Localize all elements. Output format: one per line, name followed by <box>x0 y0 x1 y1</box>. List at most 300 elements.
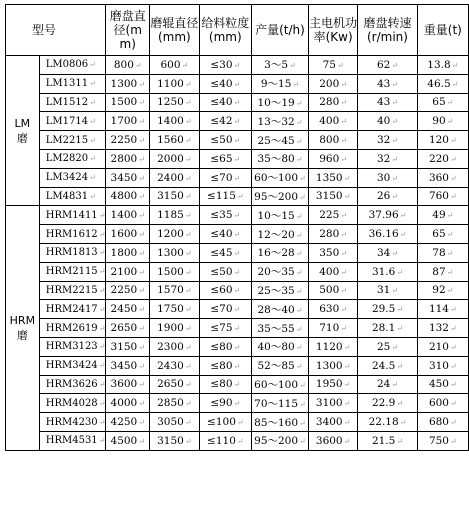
return-mark-icon: ↵ <box>343 380 351 390</box>
return-mark-icon: ↵ <box>449 418 457 428</box>
return-mark-icon: ↵ <box>138 286 145 296</box>
cell-disc-diameter <box>106 319 150 338</box>
cell-model <box>39 431 106 450</box>
cell-weight <box>417 262 468 281</box>
cell-value: ≤42 <box>210 115 233 128</box>
return-mark-icon: ↵ <box>184 361 192 371</box>
return-mark-icon: ↵ <box>340 79 347 89</box>
return-mark-icon: ↵ <box>396 305 404 315</box>
cell-value: HRM3123 <box>45 341 98 353</box>
return-mark-icon: ↵ <box>184 136 192 146</box>
return-mark-icon: ↵ <box>340 267 347 277</box>
cell-feed-size <box>199 149 251 168</box>
cell-value: ≤80 <box>210 359 233 372</box>
cell-weight <box>417 413 468 432</box>
header-weight: 重量(t) <box>417 5 468 56</box>
cell-weight <box>417 187 468 206</box>
cell-value: ≤110 <box>207 434 236 447</box>
return-mark-icon: ↵ <box>340 154 347 164</box>
cell-value: 32 <box>376 134 391 147</box>
cell-feed-size <box>199 243 251 262</box>
cell-value: 1350 <box>315 171 343 184</box>
return-mark-icon: ↵ <box>138 211 145 221</box>
cell-disc-speed <box>358 356 417 375</box>
cell-weight <box>417 281 468 300</box>
cell-disc-speed <box>358 394 417 413</box>
cell-output <box>252 131 309 150</box>
cell-disc-speed <box>358 149 417 168</box>
group-label-line2: 磨 <box>16 131 28 145</box>
table-row <box>6 206 469 225</box>
header-model: 型号 <box>6 5 106 56</box>
cell-disc-speed <box>358 187 417 206</box>
return-mark-icon: ↵ <box>446 267 454 277</box>
cell-output <box>252 337 309 356</box>
return-mark-icon: ↵ <box>449 436 457 446</box>
cell-value: 60～100 <box>254 172 299 185</box>
return-mark-icon: ↵ <box>184 173 192 183</box>
cell-roller-diameter <box>150 56 199 75</box>
cell-value: 34 <box>376 246 391 259</box>
cell-value: 1400 <box>157 115 184 128</box>
cell-roller-diameter <box>150 131 199 150</box>
cell-roller-diameter <box>150 319 199 338</box>
return-mark-icon: ↵ <box>343 173 351 183</box>
cell-motor-power <box>308 394 357 413</box>
return-mark-icon: ↵ <box>451 60 459 70</box>
cell-output <box>252 74 309 93</box>
cell-roller-diameter <box>150 375 199 394</box>
return-mark-icon: ↵ <box>399 230 407 240</box>
return-mark-icon: ↵ <box>184 436 192 446</box>
cell-model <box>39 168 106 187</box>
cell-value: 1500 <box>157 265 184 278</box>
cell-value: HRM2619 <box>45 322 98 334</box>
cell-value: 24 <box>376 378 391 391</box>
return-mark-icon: ↵ <box>340 136 347 146</box>
return-mark-icon: ↵ <box>89 97 96 107</box>
return-mark-icon: ↵ <box>391 60 399 70</box>
cell-value: ≤70 <box>210 303 233 316</box>
cell-roller-diameter <box>150 300 199 319</box>
cell-feed-size <box>199 56 251 75</box>
cell-disc-diameter <box>106 168 150 187</box>
cell-value: 31 <box>376 284 391 297</box>
group-label-line1: HRM <box>9 314 36 328</box>
cell-value: 132 <box>428 322 449 335</box>
cell-disc-diameter <box>106 281 150 300</box>
return-mark-icon: ↵ <box>98 248 106 258</box>
table-row <box>6 337 469 356</box>
cell-value: 1300 <box>157 246 184 259</box>
cell-feed-size <box>199 337 251 356</box>
cell-value: LM1512 <box>45 96 89 108</box>
cell-value: HRM2115 <box>45 266 98 278</box>
cell-value: ≤60 <box>210 284 233 297</box>
return-mark-icon: ↵ <box>233 342 241 352</box>
cell-motor-power <box>308 243 357 262</box>
cell-value: 43 <box>376 96 391 109</box>
return-mark-icon: ↵ <box>233 211 241 221</box>
cell-value: HRM2215 <box>45 284 98 296</box>
return-mark-icon: ↵ <box>138 192 145 202</box>
return-mark-icon: ↵ <box>233 267 241 277</box>
cell-value: 65 <box>432 228 446 241</box>
cell-value: 710 <box>319 322 340 335</box>
cell-weight <box>417 431 468 450</box>
cell-value: 32 <box>376 152 391 165</box>
cell-output <box>252 168 309 187</box>
return-mark-icon: ↵ <box>396 361 404 371</box>
return-mark-icon: ↵ <box>295 136 303 146</box>
cell-output <box>252 281 309 300</box>
return-mark-icon: ↵ <box>138 342 145 352</box>
cell-value: 3150 <box>315 190 343 203</box>
return-mark-icon: ↵ <box>299 192 306 202</box>
return-mark-icon: ↵ <box>391 154 399 164</box>
cell-disc-speed <box>358 93 417 112</box>
return-mark-icon: ↵ <box>98 323 106 333</box>
cell-value: 40～80 <box>257 341 295 354</box>
cell-weight <box>417 225 468 244</box>
cell-model <box>39 112 106 131</box>
cell-value: 1560 <box>157 134 184 147</box>
return-mark-icon: ↵ <box>184 79 192 89</box>
cell-motor-power <box>308 431 357 450</box>
return-mark-icon: ↵ <box>134 60 142 70</box>
return-mark-icon: ↵ <box>184 305 192 315</box>
return-mark-icon: ↵ <box>98 436 106 446</box>
return-mark-icon: ↵ <box>446 98 454 108</box>
cell-value: HRM4230 <box>45 416 98 428</box>
table-row <box>6 375 469 394</box>
cell-value: 52～85 <box>257 360 295 373</box>
cell-value: 1750 <box>157 303 184 316</box>
cell-roller-diameter <box>150 93 199 112</box>
cell-feed-size <box>199 356 251 375</box>
return-mark-icon: ↵ <box>399 418 407 428</box>
cell-feed-size <box>199 300 251 319</box>
cell-value: 1250 <box>157 96 184 109</box>
cell-value: 85～160 <box>254 416 299 429</box>
return-mark-icon: ↵ <box>343 399 351 409</box>
cell-weight <box>417 243 468 262</box>
return-mark-icon: ↵ <box>449 342 457 352</box>
cell-feed-size <box>199 131 251 150</box>
cell-value: 3100 <box>315 397 343 410</box>
return-mark-icon: ↵ <box>233 399 241 409</box>
return-mark-icon: ↵ <box>98 379 106 389</box>
return-mark-icon: ↵ <box>391 248 399 258</box>
cell-value: LM3424 <box>45 172 89 184</box>
return-mark-icon: ↵ <box>449 361 457 371</box>
cell-value: ≤75 <box>210 322 233 335</box>
cell-roller-diameter <box>150 431 199 450</box>
cell-disc-speed <box>358 262 417 281</box>
return-mark-icon: ↵ <box>299 437 306 447</box>
cell-value: 4000 <box>110 397 138 410</box>
table-row <box>6 281 469 300</box>
cell-motor-power <box>308 300 357 319</box>
cell-disc-speed <box>358 112 417 131</box>
return-mark-icon: ↵ <box>449 173 457 183</box>
group-label-line1: LM <box>14 116 31 130</box>
return-mark-icon: ↵ <box>391 136 399 146</box>
cell-value: 225 <box>319 209 340 222</box>
cell-motor-power <box>308 225 357 244</box>
cell-output <box>252 394 309 413</box>
return-mark-icon: ↵ <box>446 248 454 258</box>
cell-roller-diameter <box>150 394 199 413</box>
cell-value: 2300 <box>157 340 184 353</box>
cell-weight <box>417 149 468 168</box>
cell-value: LM1714 <box>45 115 89 127</box>
cell-value: ≤70 <box>210 171 233 184</box>
cell-weight <box>417 337 468 356</box>
return-mark-icon: ↵ <box>138 117 145 127</box>
return-mark-icon: ↵ <box>184 418 192 428</box>
cell-model <box>39 281 106 300</box>
cell-value: 2650 <box>110 322 138 335</box>
return-mark-icon: ↵ <box>399 211 407 221</box>
cell-disc-diameter <box>106 131 150 150</box>
cell-motor-power <box>308 131 357 150</box>
cell-value: 4500 <box>110 434 138 447</box>
cell-value: 95～200 <box>254 190 299 203</box>
cell-value: 760 <box>428 190 449 203</box>
cell-feed-size <box>199 93 251 112</box>
return-mark-icon: ↵ <box>138 79 145 89</box>
cell-value: 4250 <box>110 416 138 429</box>
return-mark-icon: ↵ <box>236 418 244 428</box>
cell-value: 1900 <box>157 322 184 335</box>
return-mark-icon: ↵ <box>181 60 189 70</box>
cell-roller-diameter <box>150 74 199 93</box>
cell-value: 3400 <box>315 416 343 429</box>
return-mark-icon: ↵ <box>138 154 145 164</box>
cell-value: 210 <box>428 340 449 353</box>
table-row <box>6 262 469 281</box>
return-mark-icon: ↵ <box>449 380 457 390</box>
return-mark-icon: ↵ <box>391 192 399 202</box>
return-mark-icon: ↵ <box>295 230 303 240</box>
return-mark-icon: ↵ <box>98 229 106 239</box>
cell-motor-power <box>308 93 357 112</box>
return-mark-icon: ↵ <box>233 98 241 108</box>
spec-table-body <box>6 56 469 451</box>
cell-motor-power <box>308 56 357 75</box>
cell-value: 220 <box>428 152 449 165</box>
cell-roller-diameter <box>150 281 199 300</box>
cell-roller-diameter <box>150 187 199 206</box>
header-row <box>6 5 469 56</box>
cell-feed-size <box>199 375 251 394</box>
cell-value: 360 <box>428 171 449 184</box>
return-mark-icon: ↵ <box>98 342 106 352</box>
cell-value: 2850 <box>157 397 184 410</box>
cell-weight <box>417 131 468 150</box>
cell-disc-speed <box>358 243 417 262</box>
cell-model <box>39 56 106 75</box>
return-mark-icon: ↵ <box>449 305 457 315</box>
cell-weight <box>417 300 468 319</box>
return-mark-icon: ↵ <box>184 230 192 240</box>
cell-output <box>252 300 309 319</box>
return-mark-icon: ↵ <box>396 267 404 277</box>
return-mark-icon: ↵ <box>233 60 241 70</box>
cell-motor-power <box>308 187 357 206</box>
cell-disc-diameter <box>106 93 150 112</box>
return-mark-icon: ↵ <box>446 117 454 127</box>
return-mark-icon: ↵ <box>299 380 306 390</box>
cell-value: 1570 <box>157 284 184 297</box>
cell-value: 2430 <box>157 359 184 372</box>
return-mark-icon: ↵ <box>98 361 106 371</box>
cell-disc-speed <box>358 206 417 225</box>
cell-value: 95～200 <box>254 435 299 448</box>
cell-value: 43 <box>376 77 391 90</box>
return-mark-icon: ↵ <box>391 380 399 390</box>
return-mark-icon: ↵ <box>343 342 351 352</box>
return-mark-icon: ↵ <box>233 361 241 371</box>
cell-motor-power <box>308 375 357 394</box>
cell-disc-diameter <box>106 56 150 75</box>
group-label <box>6 56 40 206</box>
return-mark-icon: ↵ <box>138 267 145 277</box>
table-row <box>6 356 469 375</box>
return-mark-icon: ↵ <box>396 399 404 409</box>
return-mark-icon: ↵ <box>391 79 399 89</box>
cell-weight <box>417 319 468 338</box>
cell-value: HRM3424 <box>45 360 98 372</box>
cell-value: 310 <box>428 359 449 372</box>
cell-value: 630 <box>319 303 340 316</box>
cell-disc-speed <box>358 375 417 394</box>
cell-disc-speed <box>358 225 417 244</box>
cell-value: 600 <box>160 58 181 71</box>
cell-weight <box>417 375 468 394</box>
cell-value: 37.96 <box>368 209 399 222</box>
cell-value: 87 <box>432 265 446 278</box>
cell-value: 114 <box>428 303 449 316</box>
header-disc-diameter: 磨盘直径(mm) <box>106 5 150 56</box>
cell-motor-power <box>308 337 357 356</box>
cell-weight <box>417 206 468 225</box>
cell-value: HRM2417 <box>45 303 98 315</box>
cell-value: 3～5 <box>264 59 289 72</box>
cell-value: 1185 <box>157 209 184 222</box>
cell-motor-power <box>308 262 357 281</box>
cell-output <box>252 225 309 244</box>
return-mark-icon: ↵ <box>89 60 96 70</box>
cell-disc-diameter <box>106 74 150 93</box>
header-feed-size: 给料粒度(mm) <box>199 5 251 56</box>
cell-model <box>39 356 106 375</box>
cell-value: LM0806 <box>45 59 89 71</box>
cell-output <box>252 56 309 75</box>
cell-output <box>252 375 309 394</box>
cell-value: ≤40 <box>210 77 233 90</box>
return-mark-icon: ↵ <box>184 286 192 296</box>
cell-model <box>39 262 106 281</box>
table-row <box>6 131 469 150</box>
cell-value: 10～19 <box>257 96 295 109</box>
cell-value: 24.5 <box>371 359 396 372</box>
cell-value: 90 <box>432 115 446 128</box>
return-mark-icon: ↵ <box>295 305 303 315</box>
return-mark-icon: ↵ <box>184 154 192 164</box>
cell-model <box>39 243 106 262</box>
return-mark-icon: ↵ <box>343 361 351 371</box>
cell-feed-size <box>199 413 251 432</box>
return-mark-icon: ↵ <box>233 324 241 334</box>
return-mark-icon: ↵ <box>446 286 454 296</box>
return-mark-icon: ↵ <box>138 305 145 315</box>
cell-value: 450 <box>428 378 449 391</box>
cell-roller-diameter <box>150 243 199 262</box>
cell-disc-diameter <box>106 375 150 394</box>
cell-value: 26 <box>376 190 391 203</box>
cell-value: 9～15 <box>260 78 292 91</box>
cell-output <box>252 187 309 206</box>
table-row <box>6 394 469 413</box>
cell-value: 600 <box>428 397 449 410</box>
cell-disc-diameter <box>106 394 150 413</box>
return-mark-icon: ↵ <box>340 324 347 334</box>
cell-output <box>252 262 309 281</box>
return-mark-icon: ↵ <box>184 211 192 221</box>
return-mark-icon: ↵ <box>449 399 457 409</box>
return-mark-icon: ↵ <box>295 343 303 353</box>
return-mark-icon: ↵ <box>340 230 347 240</box>
cell-value: ≤100 <box>207 416 236 429</box>
return-mark-icon: ↵ <box>340 211 347 221</box>
return-mark-icon: ↵ <box>138 230 145 240</box>
return-mark-icon: ↵ <box>449 192 457 202</box>
table-row <box>6 168 469 187</box>
header-disc-speed: 磨盘转速(r/min) <box>358 5 417 56</box>
return-mark-icon: ↵ <box>340 117 347 127</box>
cell-feed-size <box>199 262 251 281</box>
cell-disc-diameter <box>106 262 150 281</box>
return-mark-icon: ↵ <box>299 399 306 409</box>
return-mark-icon: ↵ <box>446 230 454 240</box>
cell-value: 30 <box>376 171 391 184</box>
cell-value: 70～115 <box>254 397 299 410</box>
cell-value: 800 <box>113 58 134 71</box>
cell-value: 25～45 <box>257 134 295 147</box>
cell-disc-diameter <box>106 300 150 319</box>
cell-motor-power <box>308 281 357 300</box>
cell-feed-size <box>199 168 251 187</box>
cell-roller-diameter <box>150 225 199 244</box>
cell-disc-diameter <box>106 243 150 262</box>
return-mark-icon: ↵ <box>89 173 96 183</box>
cell-value: 2450 <box>110 303 138 316</box>
cell-weight <box>417 112 468 131</box>
return-mark-icon: ↵ <box>89 191 96 201</box>
cell-weight <box>417 74 468 93</box>
cell-motor-power <box>308 206 357 225</box>
return-mark-icon: ↵ <box>295 268 303 278</box>
cell-model <box>39 131 106 150</box>
cell-value: 2650 <box>157 378 184 391</box>
cell-value: 350 <box>319 246 340 259</box>
cell-disc-diameter <box>106 225 150 244</box>
cell-value: 1400 <box>110 209 138 222</box>
cell-value: 35～80 <box>257 153 295 166</box>
cell-model <box>39 394 106 413</box>
